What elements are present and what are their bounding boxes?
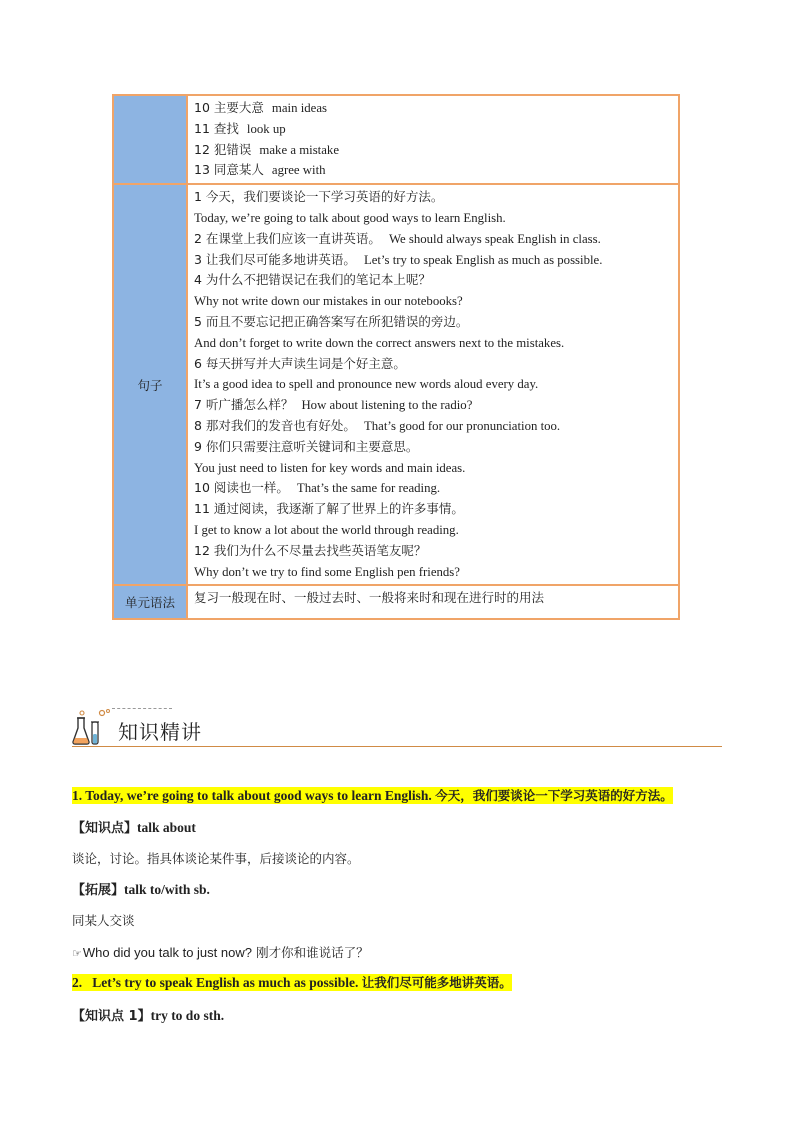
point-2-zh: 让我们尽可能多地讲英语。 (361, 975, 512, 990)
grammar-label: 单元语法 (113, 585, 187, 619)
phrase-num: 13 (194, 162, 210, 178)
grammar-text: 复习一般现在时、一般过去时、一般将来时和现在进行时的用法 (194, 590, 545, 606)
sentence-line: 11 通过阅读，我逐渐了解了世界上的许多事情。 (194, 501, 464, 517)
phrase-num: 11 (194, 120, 210, 136)
extension-tag: 【拓展】 (72, 883, 125, 898)
knowledge-explanation: 谈论，讨论。指具体谈论某件事，后接谈论的内容。 (72, 851, 360, 866)
sentence-line: 1 今天，我们要谈论一下学习英语的好方法。 (194, 189, 444, 205)
phrase-item (194, 98, 678, 119)
sentence-line: You just need to listen for key words and main ideas. (194, 460, 466, 475)
header-dash (112, 708, 172, 710)
sentence-line: And don’t forget to write down the correct answers next to the mistakes. (194, 335, 565, 350)
point-2-num: 2. (72, 975, 83, 990)
section-title: 知识精讲 (118, 720, 202, 744)
point-1-en: 1. Today, we’re going to talk about good ways to learn English. (72, 788, 432, 803)
example-sentence (72, 943, 369, 961)
sentence-zh: 7 听广播怎么样？ (194, 397, 294, 413)
phrase-item (194, 140, 678, 161)
point-2-sentence (72, 973, 512, 991)
highlighted-sentence (72, 787, 673, 804)
sentence-line (194, 250, 678, 271)
grammar-row (113, 585, 679, 619)
sentence-line: 9 你们只需要注意听关键词和主要意思。 (194, 438, 419, 454)
sentence-line (194, 229, 678, 250)
phrase-zh: 主要大意 (213, 100, 264, 115)
point-2-en: Let’s try to speak English as much as possible. (92, 975, 359, 990)
phrase-en: look up (246, 121, 286, 136)
point-1-zh: 今天，我们要谈论一下学习英语的好方法。 (435, 788, 673, 803)
phrase-item (194, 119, 678, 140)
sentences-label: 句子 (113, 184, 187, 585)
knowledge-point-1 (72, 817, 196, 836)
phrase-zh: 犯错误 (213, 141, 252, 157)
vocab-table (112, 94, 680, 620)
sentence-en: That’s good for our pronunciation too. (363, 418, 561, 433)
sentence-line: It’s a good idea to spell and pronounce new words aloud every day. (194, 377, 539, 392)
phrase-zh: 查找 (213, 120, 239, 136)
phrases-content-cell (187, 95, 679, 184)
sentence-zh: 8 那对我们的发音也有好处。 (194, 417, 356, 433)
knowledge-tag: 【知识点 1】 (72, 1009, 151, 1024)
sentence-en: We should always speak English in class. (388, 231, 601, 246)
phrase-zh: 同意某人 (213, 162, 264, 178)
sentence-line: Why not write down our mistakes in our notebooks? (194, 294, 463, 309)
sentence-line: I get to know a lot about the world through reading. (194, 522, 459, 537)
knowledge-tag: 【知识点】 (72, 821, 138, 836)
sentence-zh: 3 让我们尽可能多地讲英语。 (194, 251, 356, 267)
section-header (72, 706, 722, 747)
point-1-sentence (72, 786, 673, 804)
highlighted-sentence (72, 974, 512, 991)
sentence-line (194, 395, 678, 416)
extension-point (72, 879, 210, 898)
sentence-en: Let’s try to speak English as much as possible. (363, 252, 603, 267)
phrases-row (113, 95, 679, 184)
phrase-num: 12 (194, 141, 210, 157)
phrase-num: 10 (194, 100, 210, 115)
sentence-en: That’s the same for reading. (296, 481, 441, 496)
sentence-line: 12 我们为什么不尽量去找些英语笔友呢？ (194, 542, 427, 558)
extension-explanation: 同某人交谈 (72, 913, 135, 928)
sentence-line: Today, we’re going to talk about good ways to learn English. (194, 210, 506, 225)
flask-icon (72, 708, 112, 746)
sentences-content-cell (187, 184, 679, 585)
sentence-line (194, 478, 678, 499)
sentence-line: Why don’t we try to find some English pen friends? (194, 564, 460, 579)
sentences-row (113, 184, 679, 585)
phrase-en: make a mistake (259, 142, 339, 157)
sentence-zh: 10 阅读也一样。 (194, 480, 289, 496)
grammar-content (187, 585, 679, 619)
sentence-zh: 2 在课堂上我们应该一直讲英语。 (194, 230, 381, 246)
sentence-line: 6 每天拼写并大声读生词是个好主意。 (194, 355, 406, 371)
phrases-label-cell (113, 95, 187, 184)
example-en: Who did you talk to just now? (82, 945, 252, 960)
knowledge-phrase: talk about (137, 820, 196, 835)
pointing-hand-icon: ☞ (72, 947, 82, 960)
phrase-en: main ideas (271, 101, 327, 115)
phrase-item (194, 160, 678, 181)
sentence-line: 5 而且不要忘记把正确答案写在所犯错误的旁边。 (194, 313, 469, 329)
sentence-line: 4 为什么不把错误记在我们的笔记本上呢？ (194, 272, 431, 288)
phrase-en: agree with (271, 163, 326, 178)
sentence-en: How about listening to the radio? (301, 398, 473, 413)
sentence-line (194, 416, 678, 437)
knowledge-point-2 (72, 1005, 224, 1024)
extension-phrase: talk to/with sb. (124, 882, 210, 897)
example-zh: 刚才你和谁说话了？ (256, 945, 369, 960)
knowledge-phrase: try to do sth. (150, 1008, 225, 1023)
